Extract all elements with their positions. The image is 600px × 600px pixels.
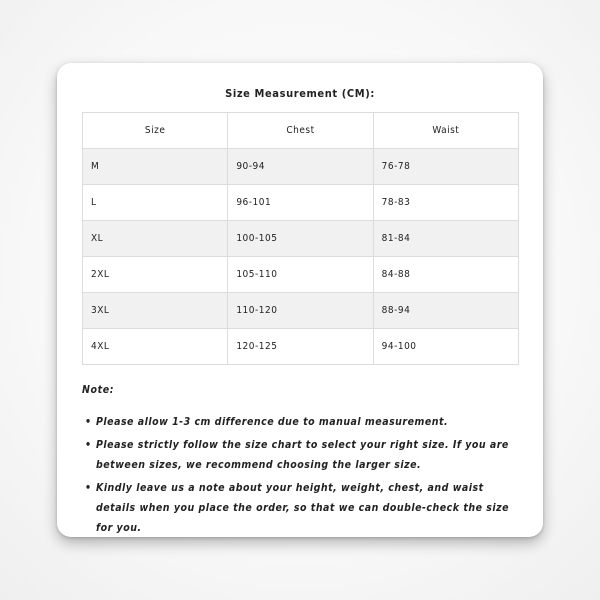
note-text: Kindly leave us a note about your height, weight, chest, and waist details when you place the order, so that we can double-check the size for you. bbox=[96, 482, 510, 534]
note-text: Please strictly follow the size chart to select your right size. If you are between sizes, we recommend choosing the larger size. bbox=[96, 439, 509, 471]
header-waist: Waist bbox=[373, 113, 518, 149]
table-row bbox=[83, 221, 519, 257]
size-table bbox=[82, 112, 519, 365]
chest-cell: 90-94 bbox=[228, 149, 373, 185]
waist-cell: 81-84 bbox=[373, 221, 518, 257]
list-item bbox=[82, 478, 522, 538]
header-size: Size bbox=[83, 113, 228, 149]
table-row bbox=[83, 149, 519, 185]
bullet-icon: • bbox=[85, 416, 92, 428]
size-cell: L bbox=[83, 185, 228, 221]
chest-cell: 100-105 bbox=[228, 221, 373, 257]
table-row bbox=[83, 329, 519, 365]
note-label: Note: bbox=[82, 384, 115, 396]
note-text: Please allow 1-3 cm difference due to manual measurement. bbox=[96, 416, 449, 428]
bullet-icon: • bbox=[85, 439, 92, 451]
chest-cell: 96-101 bbox=[228, 185, 373, 221]
chest-cell: 120-125 bbox=[228, 329, 373, 365]
waist-cell: 88-94 bbox=[373, 293, 518, 329]
table-row bbox=[83, 257, 519, 293]
waist-cell: 76-78 bbox=[373, 149, 518, 185]
size-cell: XL bbox=[83, 221, 228, 257]
size-chart-title: Size Measurement (CM): bbox=[225, 87, 375, 100]
chest-cell: 110-120 bbox=[228, 293, 373, 329]
waist-cell: 78-83 bbox=[373, 185, 518, 221]
size-cell: 2XL bbox=[83, 257, 228, 293]
size-cell: 3XL bbox=[83, 293, 228, 329]
bullet-icon: • bbox=[85, 482, 92, 494]
list-item bbox=[82, 435, 522, 475]
table-row bbox=[83, 185, 519, 221]
table-row bbox=[83, 293, 519, 329]
notes-list bbox=[82, 412, 522, 541]
waist-cell: 84-88 bbox=[373, 257, 518, 293]
list-item bbox=[82, 412, 522, 432]
size-cell: 4XL bbox=[83, 329, 228, 365]
table-header-row bbox=[83, 113, 519, 149]
size-cell: M bbox=[83, 149, 228, 185]
size-chart-card bbox=[57, 63, 543, 537]
waist-cell: 94-100 bbox=[373, 329, 518, 365]
header-chest: Chest bbox=[228, 113, 373, 149]
chest-cell: 105-110 bbox=[228, 257, 373, 293]
